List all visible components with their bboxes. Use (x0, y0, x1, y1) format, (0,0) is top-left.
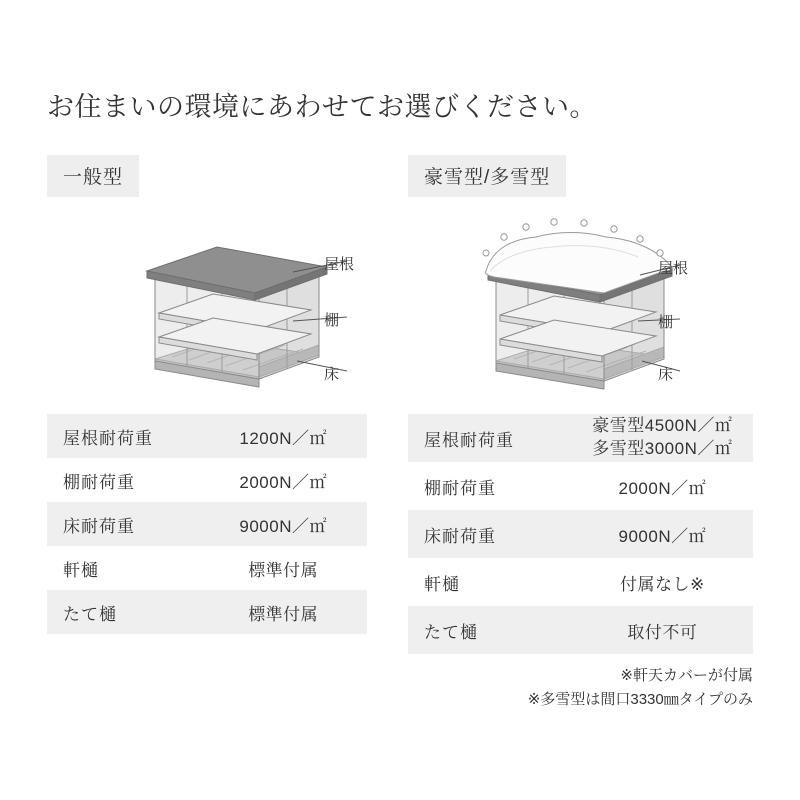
spec-value (572, 414, 753, 462)
heavy-snow-type-illustration (408, 209, 753, 414)
spec-value: 1200N／㎡ (199, 414, 367, 458)
spec-value-line2: 多雪型3000N／㎡ (592, 439, 733, 458)
spec-key: 屋根耐荷重 (47, 414, 199, 458)
spec-value: 標準付属 (199, 590, 367, 634)
spec-key: 軒樋 (47, 546, 199, 590)
heavy-snow-spec-table (408, 414, 753, 654)
footnotes (408, 664, 753, 712)
general-type-illustration (47, 209, 367, 414)
table-row (408, 558, 753, 606)
table-row (47, 414, 367, 458)
spec-value: 付属なし※ (572, 558, 753, 606)
spec-value: 標準付属 (199, 546, 367, 590)
footnote-1: ※軒天カバーが付属 (620, 667, 753, 684)
spec-value: 9000N／㎡ (572, 510, 753, 558)
general-type-svg (47, 209, 367, 414)
page-title: お住まいの環境にあわせてお選びください。 (47, 92, 597, 122)
callout-roof-label: 屋根 (324, 256, 355, 273)
table-row (408, 606, 753, 654)
table-row (47, 546, 367, 590)
callout-shelf-label: 棚 (658, 314, 674, 331)
spec-key: 屋根耐荷重 (408, 414, 572, 462)
spec-key: 棚耐荷重 (408, 462, 572, 510)
callout-floor-label: 床 (658, 366, 674, 383)
general-type-spec-table (47, 414, 367, 634)
spec-key: 床耐荷重 (47, 502, 199, 546)
table-row (408, 414, 753, 462)
callout-shelf-label: 棚 (324, 312, 340, 329)
table-row (408, 510, 753, 558)
spec-key: たて樋 (47, 590, 199, 634)
heavy-snow-type-column (408, 155, 753, 712)
heavy-snow-type-label: 豪雪型/多雪型 (408, 155, 566, 197)
callout-floor-label: 床 (324, 366, 340, 383)
general-type-column (47, 155, 367, 634)
spec-value-line1: 豪雪型4500N／㎡ (592, 416, 733, 436)
table-row (408, 462, 753, 510)
table-row (47, 590, 367, 634)
table-row (47, 502, 367, 546)
spec-value: 2000N／㎡ (572, 462, 753, 510)
spec-key: 棚耐荷重 (47, 458, 199, 502)
spec-key: たて樋 (408, 606, 572, 654)
spec-key: 床耐荷重 (408, 510, 572, 558)
heavy-snow-type-svg (408, 209, 753, 414)
spec-value: 9000N／㎡ (199, 502, 367, 546)
general-type-label: 一般型 (47, 155, 139, 197)
table-row (47, 458, 367, 502)
callout-roof-label: 屋根 (658, 260, 689, 277)
spec-value: 取付不可 (572, 606, 753, 654)
spec-key: 軒樋 (408, 558, 572, 606)
footnote-2: ※多雪型は間口3330㎜タイプのみ (527, 691, 753, 708)
spec-value: 2000N／㎡ (199, 458, 367, 502)
